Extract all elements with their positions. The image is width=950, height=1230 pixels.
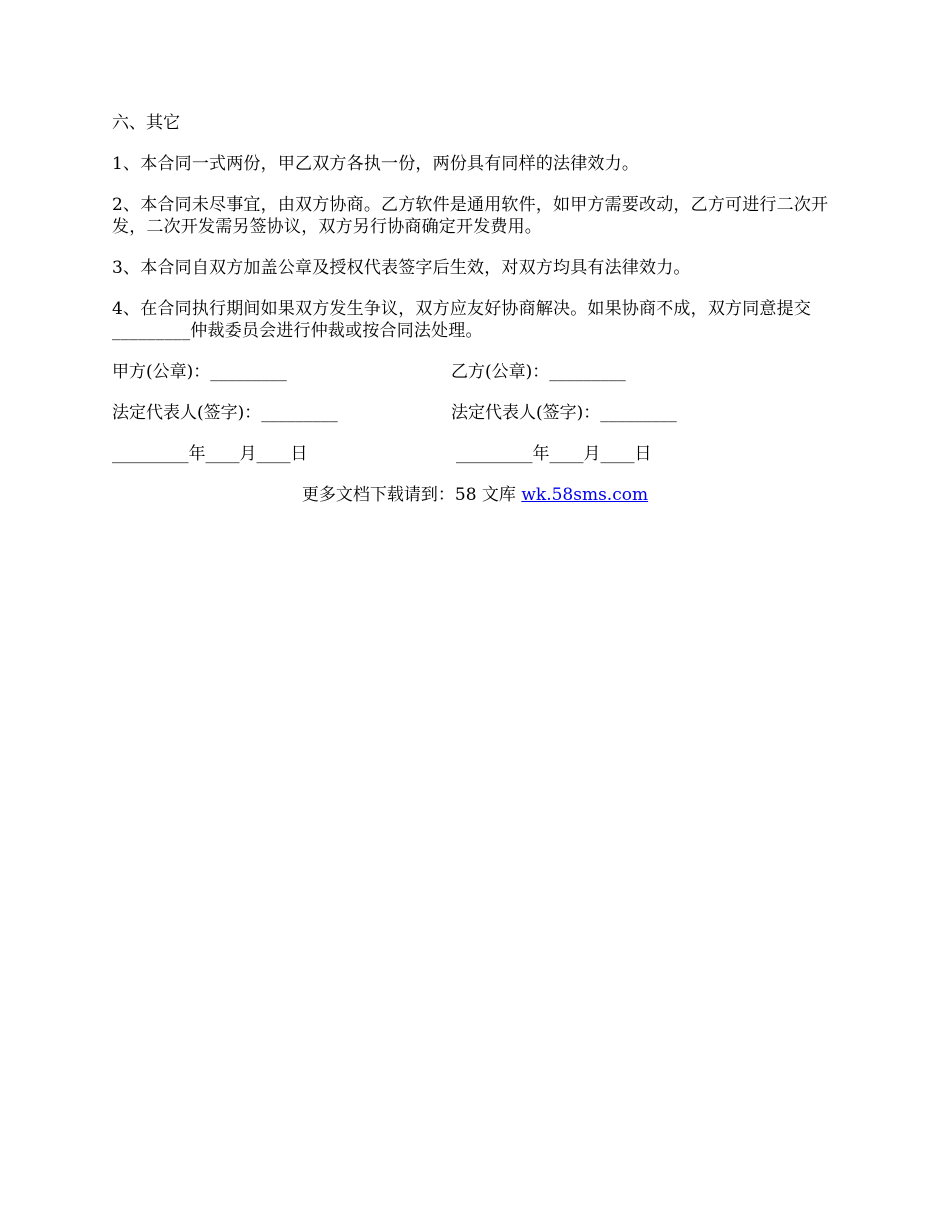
clause-3: 3、本合同自双方加盖公章及授权代表签字后生效，对双方均具有法律效力。 (112, 258, 691, 278)
party-a-date-line: _________年____月____日 (112, 444, 308, 464)
party-b-representative-line: 法定代表人(签字)：_________ (451, 403, 677, 423)
party-b-seal-line: 乙方(公章)：_________ (451, 362, 626, 382)
party-a-seal-line: 甲方(公章)：_________ (112, 362, 287, 382)
party-b-date-line: _________年____月____日 (456, 444, 652, 464)
footer-link[interactable]: wk.58sms.com (521, 485, 649, 505)
date-row (112, 443, 832, 465)
section-heading: 六、其它 (112, 113, 180, 133)
footer-text: 更多文档下载请到：58 文库 (301, 485, 522, 505)
download-footer (112, 484, 838, 506)
clause-2: 2、本合同未尽事宜，由双方协商。乙方软件是通用软件，如甲方需要改动，乙方可进行二次开发，二次开发需另签协议，双方另行协商确定开发费用。 (112, 195, 829, 237)
clause-4: 4、在合同执行期间如果双方发生争议，双方应友好协商解决。如果协商不成，双方同意提交_________仲裁委员会进行仲裁或按合同法处理。 (112, 299, 812, 341)
seal-row (112, 361, 832, 383)
party-a-representative-line: 法定代表人(签字)：_________ (112, 403, 338, 423)
representative-row (112, 402, 832, 424)
clause-1: 1、本合同一式两份，甲乙双方各执一份，两份具有同样的法律效力。 (112, 154, 640, 174)
document-page (112, 112, 832, 506)
